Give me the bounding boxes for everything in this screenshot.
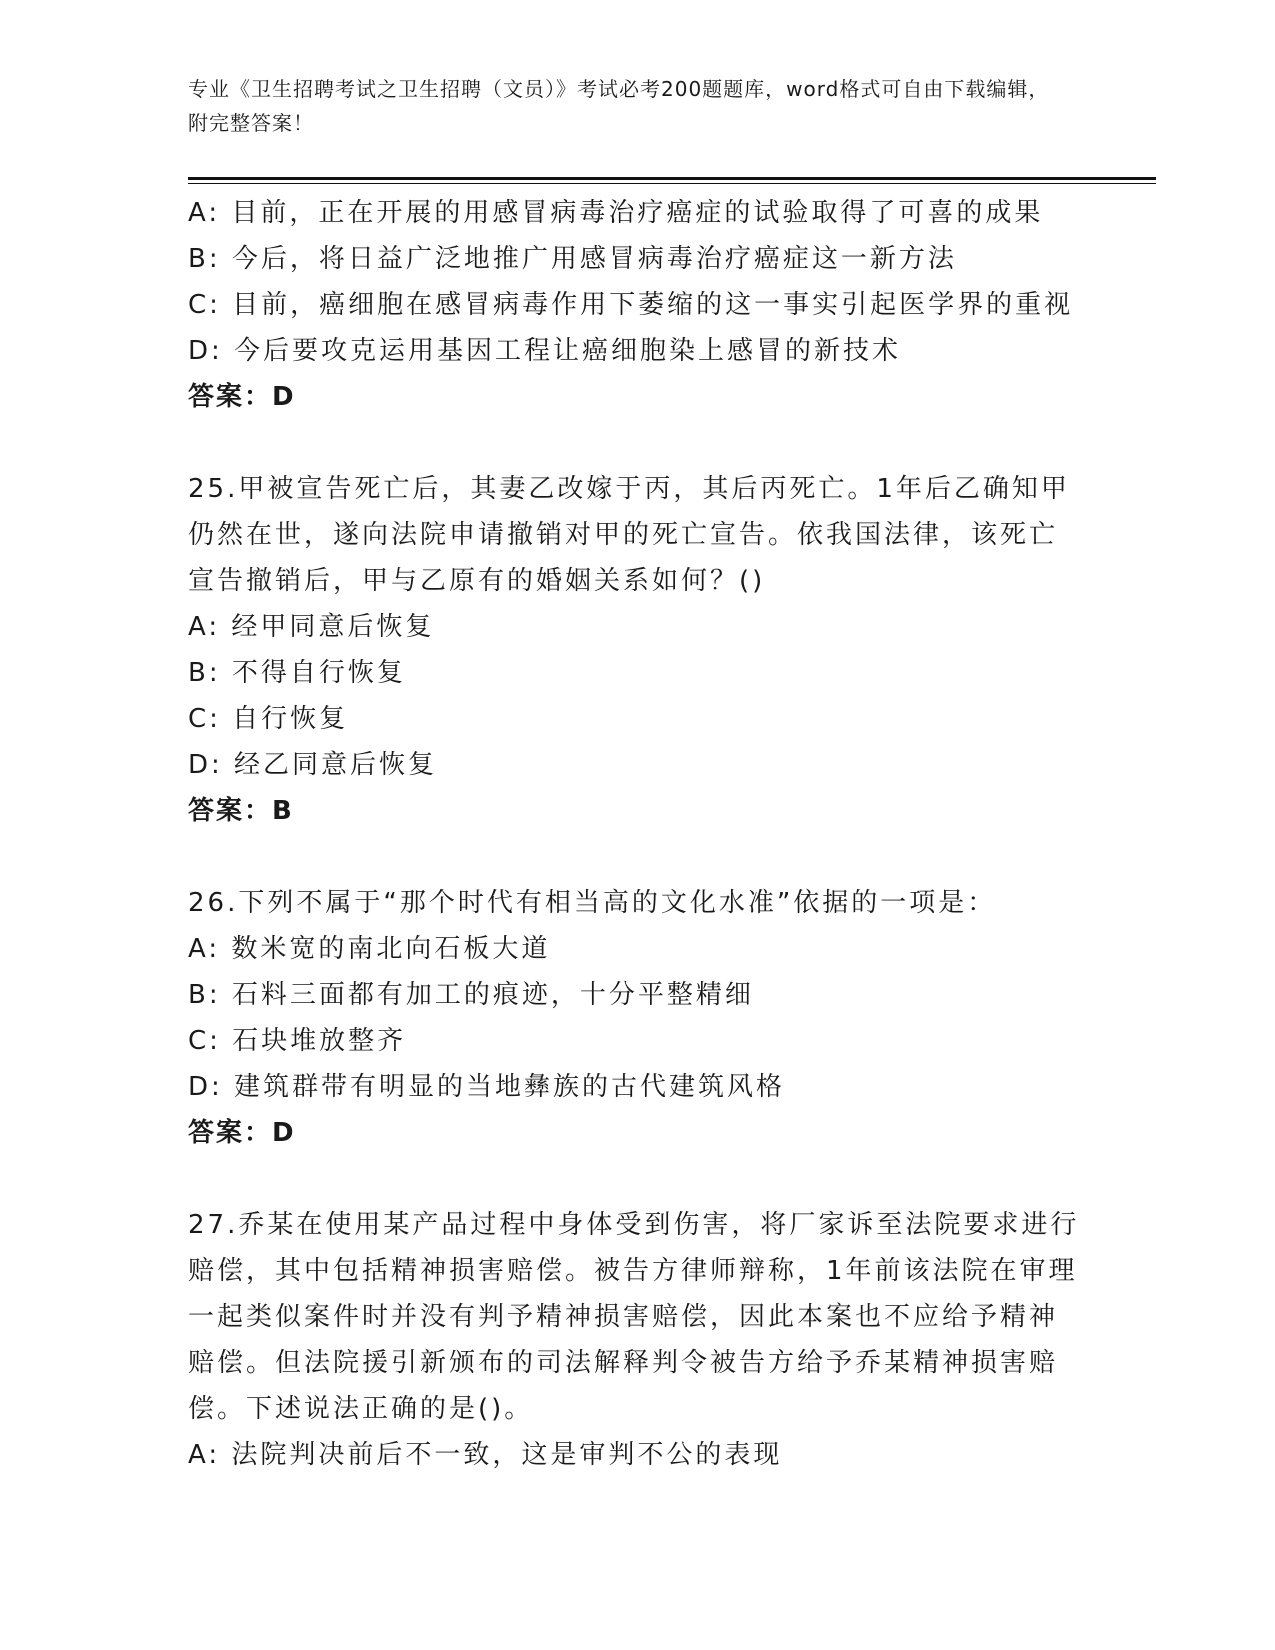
header-rule-thick [188,177,1156,180]
option-b: B: 今后，将日益广泛地推广用感冒病毒治疗癌症这一新方法 [188,244,957,274]
option-a: A: 数米宽的南北向石板大道 [188,934,551,964]
question-25 [188,466,1088,834]
document-header: 专业《卫生招聘考试之卫生招聘（文员）》考试必考200题题库，word格式可自由下载编辑，附完整答案！ [188,77,1050,135]
header-rule-thin [188,183,1156,184]
option-b: B: 不得自行恢复 [188,658,406,688]
question-26 [188,880,1088,1156]
answer: 答案：D [188,1118,296,1148]
spacer [188,834,1088,880]
spacer [188,420,1088,466]
option-c: C: 目前，癌细胞在感冒病毒作用下萎缩的这一事实引起医学界的重视 [188,290,1074,320]
question-24 [188,190,1088,420]
spacer [188,1156,1088,1202]
question-27 [188,1202,1088,1478]
option-c: C: 石块堆放整齐 [188,1026,407,1056]
option-a: A: 法院判决前后不一致，这是审判不公的表现 [188,1440,783,1470]
question-content [188,190,1088,1478]
question-stem: 27.乔某在使用某产品过程中身体受到伤害，将厂家诉至法院要求进行 赔偿，其中包括精神损害赔偿。被告方律师辩称，1年前该法院在审理 一起类似案件时并没有判予精神损害赔偿，因此本案也不应给予精神 赔偿。但法院援引新颁布的司法解释判令被告方给予乔某精神损害赔 偿。下述说法正确的是()。 [188,1210,1080,1424]
answer: 答案：D [188,382,296,412]
option-d: D: 今后要攻克运用基因工程让癌细胞染上感冒的新技术 [188,336,902,366]
option-c: C: 自行恢复 [188,704,349,734]
option-a: A: 目前，正在开展的用感冒病毒治疗癌症的试验取得了可喜的成果 [188,198,1044,228]
option-d: D: 经乙同意后恢复 [188,750,438,780]
answer: 答案：B [188,796,294,826]
option-d: D: 建筑群带有明显的当地彝族的古代建筑风格 [188,1072,786,1102]
question-stem: 26.下列不属于“那个时代有相当高的文化水准”依据的一项是： [188,888,997,918]
option-b: B: 石料三面都有加工的痕迹，十分平整精细 [188,980,754,1010]
option-a: A: 经甲同意后恢复 [188,612,435,642]
question-stem: 25.甲被宣告死亡后，其妻乙改嫁于丙，其后丙死亡。1年后乙确知甲 仍然在世，遂向法院申请撤销对甲的死亡宣告。依我国法律，该死亡 宣告撤销后，甲与乙原有的婚姻关系如何？() [188,474,1070,596]
